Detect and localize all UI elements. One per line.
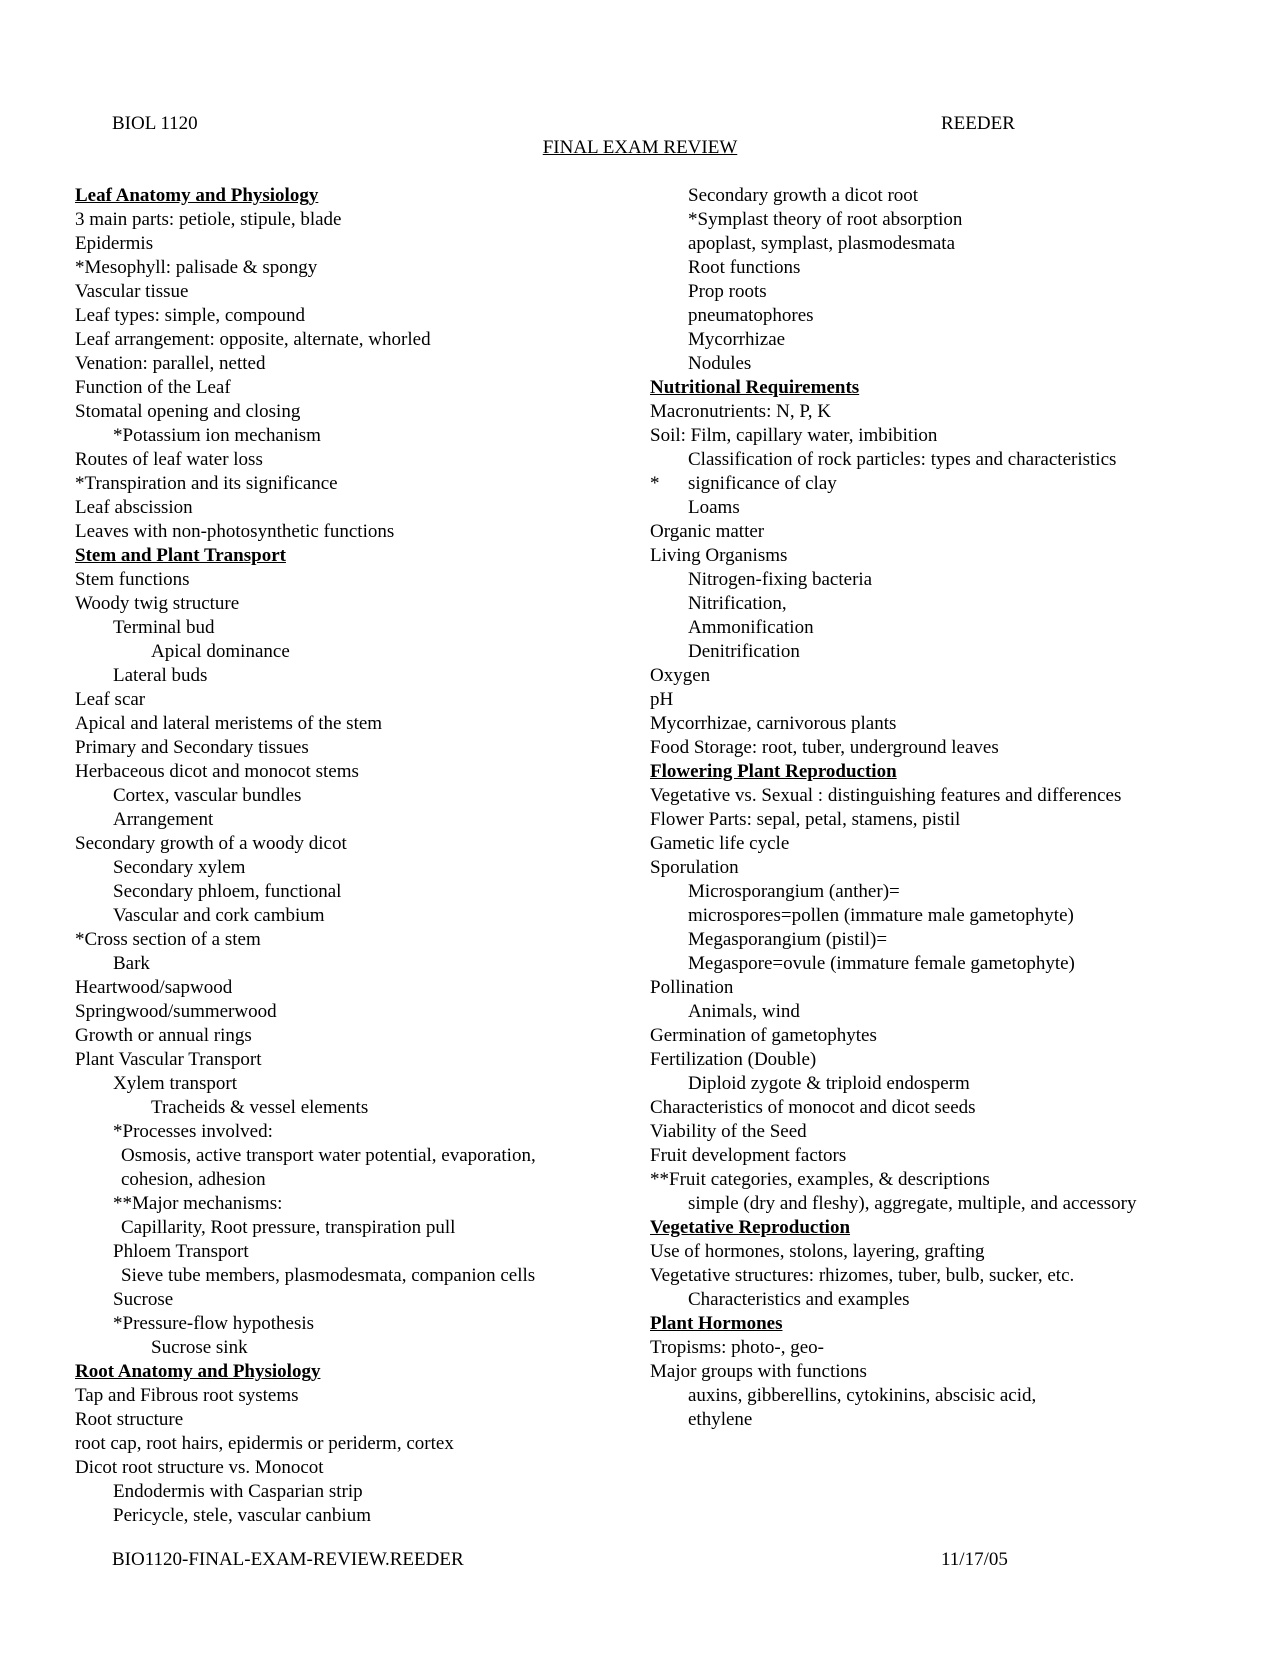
review-item (650, 616, 1136, 640)
review-item-text: cohesion, adhesion (121, 1169, 266, 1190)
review-item-text: Denitrification (688, 641, 800, 662)
review-item-text: Sucrose sink (151, 1337, 248, 1358)
review-item-text: Nutritional Requirements (650, 377, 860, 398)
review-item-text: Diploid zygote & triploid endosperm (688, 1073, 970, 1094)
review-item (650, 808, 1136, 832)
section-heading (650, 1216, 1136, 1240)
review-item-text: microspores=pollen (immature male gametophyte) (688, 905, 1074, 926)
review-item-text: Epidermis (75, 233, 154, 254)
review-item-text: *Pressure-flow hypothesis (113, 1313, 315, 1334)
review-item (650, 448, 1136, 472)
review-item (650, 328, 1136, 352)
review-item (650, 232, 1136, 256)
review-item-text: Primary and Secondary tissues (75, 737, 309, 758)
review-item-text: Fruit development factors (650, 1145, 847, 1166)
review-item (650, 1144, 1136, 1168)
review-item (650, 1240, 1136, 1264)
review-item (75, 304, 536, 328)
review-item (650, 592, 1136, 616)
review-item (75, 496, 536, 520)
review-item-text: Characteristics and examples (688, 1289, 910, 1310)
review-item-text: auxins, gibberellins, cytokinins, abscisic acid, (688, 1385, 1037, 1406)
review-item-text: Viability of the Seed (650, 1121, 807, 1142)
review-item-text: Vegetative Reproduction (650, 1217, 851, 1238)
review-item-text: Woody twig structure (75, 593, 240, 614)
review-item (650, 952, 1136, 976)
review-item-text: Arrangement (113, 809, 214, 830)
review-item-text: Leaves with non-photosynthetic functions (75, 521, 395, 542)
review-item (75, 568, 536, 592)
review-item-text: Endodermis with Casparian strip (113, 1481, 363, 1502)
review-item (650, 640, 1136, 664)
review-item-text: Megasporangium (pistil)= (688, 929, 888, 950)
review-item (75, 1216, 536, 1240)
review-item (75, 448, 536, 472)
review-item (650, 520, 1136, 544)
review-item (650, 256, 1136, 280)
review-item (650, 1096, 1136, 1120)
review-item (75, 1408, 536, 1432)
review-item-text: *Symplast theory of root absorption (688, 209, 963, 230)
section-heading (650, 376, 1136, 400)
review-item-text: Tropisms: photo-, geo- (650, 1337, 825, 1358)
course-code: BIOL 1120 (112, 113, 198, 134)
review-item (650, 400, 1136, 424)
review-item-text: Function of the Leaf (75, 377, 231, 398)
review-item (75, 424, 536, 448)
review-item (650, 1168, 1136, 1192)
review-item-text: Springwood/summerwood (75, 1001, 277, 1022)
review-item-text: **Fruit categories, examples, & descriptions (650, 1169, 990, 1190)
review-item (650, 280, 1136, 304)
review-item (75, 592, 536, 616)
review-item (75, 208, 536, 232)
review-item (650, 1360, 1136, 1384)
review-item-text: pneumatophores (688, 305, 814, 326)
review-item-text: Stem functions (75, 569, 190, 590)
review-item-text: Major groups with functions (650, 1361, 867, 1382)
review-item (650, 1408, 1136, 1432)
review-item-text: Microsporangium (anther)= (688, 881, 900, 902)
review-item (650, 1072, 1136, 1096)
review-item-text: Loams (688, 497, 740, 518)
review-item-text: Stomatal opening and closing (75, 401, 301, 422)
review-item-text: Secondary phloem, functional (113, 881, 342, 902)
review-item (650, 1264, 1136, 1288)
review-item-text: Flowering Plant Reproduction (650, 761, 897, 782)
review-item (75, 1096, 536, 1120)
review-item-text: significance of clay (688, 473, 837, 494)
review-item-text: Routes of leaf water loss (75, 449, 263, 470)
review-item-text: Plant Hormones (650, 1313, 783, 1334)
review-item-text: Animals, wind (688, 1001, 800, 1022)
review-item (75, 328, 536, 352)
review-item (75, 856, 536, 880)
section-heading (650, 1312, 1136, 1336)
review-item (75, 472, 536, 496)
review-item-text: Xylem transport (113, 1073, 238, 1094)
review-item-text: 3 main parts: petiole, stipule, blade (75, 209, 342, 230)
review-item (650, 1288, 1136, 1312)
review-item-text: Oxygen (650, 665, 711, 686)
review-item (75, 1384, 536, 1408)
review-item-text: *Cross section of a stem (75, 929, 261, 950)
review-item-text: Bark (113, 953, 150, 974)
review-item-text: Sieve tube members, plasmodesmata, companion cells (121, 1265, 536, 1286)
review-item (75, 1072, 536, 1096)
review-item-text: Vegetative structures: rhizomes, tuber, bulb, sucker, etc. (650, 1265, 1075, 1286)
review-item-text: Vegetative vs. Sexual : distinguishing features and differences (650, 785, 1122, 806)
section-heading (75, 1360, 536, 1384)
review-item (650, 568, 1136, 592)
review-item-text: Organic matter (650, 521, 765, 542)
review-item (75, 1120, 536, 1144)
review-item-text: simple (dry and fleshy), aggregate, multiple, and accessory (688, 1193, 1137, 1214)
review-item-text: Apical dominance (151, 641, 290, 662)
review-item-text: Fertilization (Double) (650, 1049, 817, 1070)
review-item-text: Leaf types: simple, compound (75, 305, 306, 326)
document-title (0, 136, 1280, 160)
review-item (75, 688, 536, 712)
review-item-text: Capillarity, Root pressure, transpiration pull (121, 1217, 456, 1238)
review-item (75, 712, 536, 736)
review-item-text: Root structure (75, 1409, 184, 1430)
review-item-text: Dicot root structure vs. Monocot (75, 1457, 324, 1478)
right-column (650, 184, 1136, 1432)
review-item-text: Living Organisms (650, 545, 788, 566)
review-item (650, 928, 1136, 952)
review-item (650, 688, 1136, 712)
review-item (75, 1432, 536, 1456)
review-item-text: Growth or annual rings (75, 1025, 252, 1046)
review-item-text: Sucrose (113, 1289, 174, 1310)
review-item (75, 1144, 536, 1168)
review-item (650, 976, 1136, 1000)
review-item (75, 1048, 536, 1072)
review-item (650, 1120, 1136, 1144)
review-item (75, 976, 536, 1000)
review-item-text: Leaf abscission (75, 497, 193, 518)
review-item-text: Nodules (688, 353, 752, 374)
review-item (75, 232, 536, 256)
review-item (650, 1192, 1136, 1216)
review-item-text: Secondary xylem (113, 857, 246, 878)
review-item-text: Pericycle, stele, vascular canbium (113, 1505, 371, 1526)
review-item-text: Macronutrients: N, P, K (650, 401, 832, 422)
review-item-text: Vascular tissue (75, 281, 189, 302)
review-item-text: Terminal bud (113, 617, 215, 638)
review-item-text: Leaf Anatomy and Physiology (75, 185, 319, 206)
review-item (75, 1456, 536, 1480)
review-item (75, 904, 536, 928)
review-item-text: Heartwood/sapwood (75, 977, 233, 998)
review-item (75, 376, 536, 400)
review-item (75, 1504, 536, 1528)
review-item-text: **Major mechanisms: (113, 1193, 283, 1214)
review-item (650, 904, 1136, 928)
review-item-text: Prop roots (688, 281, 767, 302)
review-item (75, 832, 536, 856)
review-item-text: Classification of rock particles: types and characteristics (688, 449, 1117, 470)
review-item-text: Gametic life cycle (650, 833, 790, 854)
review-item-text: root cap, root hairs, epidermis or periderm, cortex (75, 1433, 454, 1454)
review-item (650, 496, 1136, 520)
review-item (650, 712, 1136, 736)
review-item-text: Tap and Fibrous root systems (75, 1385, 299, 1406)
review-item (650, 736, 1136, 760)
review-item (650, 352, 1136, 376)
review-item-text: Use of hormones, stolons, layering, grafting (650, 1241, 985, 1262)
review-item-text: Phloem Transport (113, 1241, 249, 1262)
review-item-text: *Potassium ion mechanism (113, 425, 321, 446)
review-item-text: Root Anatomy and Physiology (75, 1361, 321, 1382)
review-item-text: Tracheids & vessel elements (151, 1097, 369, 1118)
review-item-text: Vascular and cork cambium (113, 905, 325, 926)
review-item-text: Flower Parts: sepal, petal, stamens, pistil (650, 809, 961, 830)
review-item (650, 664, 1136, 688)
review-item (75, 1240, 536, 1264)
review-item (75, 760, 536, 784)
review-item (650, 1048, 1136, 1072)
review-item-text: *Mesophyll: palisade & spongy (75, 257, 318, 278)
review-item-text: Nitrogen-fixing bacteria (688, 569, 873, 590)
review-item-text: Secondary growth of a woody dicot (75, 833, 347, 854)
review-item-text: Megaspore=ovule (immature female gametophyte) (688, 953, 1075, 974)
review-item-text: Osmosis, active transport water potential, evaporation, (121, 1145, 536, 1166)
review-item (75, 1192, 536, 1216)
review-item-text: Venation: parallel, netted (75, 353, 266, 374)
review-item (650, 184, 1136, 208)
review-item-text: Ammonification (688, 617, 814, 638)
footer-date: 11/17/05 (941, 1549, 1008, 1570)
left-column (75, 184, 536, 1528)
review-item-text: Herbaceous dicot and monocot stems (75, 761, 359, 782)
review-item-text: Germination of gametophytes (650, 1025, 877, 1046)
review-item-text: *Transpiration and its significance (75, 473, 338, 494)
review-item-text: Pollination (650, 977, 734, 998)
importance-marker: * (650, 473, 660, 494)
review-item (650, 208, 1136, 232)
review-item (650, 1000, 1136, 1024)
review-item (75, 928, 536, 952)
footer-filename: BIO1120-FINAL-EXAM-REVIEW.REEDER (112, 1549, 464, 1570)
review-item (650, 1336, 1136, 1360)
review-item (650, 544, 1136, 568)
review-item (650, 1384, 1136, 1408)
section-heading (650, 760, 1136, 784)
review-item (75, 280, 536, 304)
review-item (75, 616, 536, 640)
review-item-text: Soil: Film, capillary water, imbibition (650, 425, 938, 446)
review-item (75, 256, 536, 280)
review-item-text: Secondary growth a dicot root (688, 185, 919, 206)
review-item-text: Leaf arrangement: opposite, alternate, whorled (75, 329, 431, 350)
review-item (75, 784, 536, 808)
review-item (75, 880, 536, 904)
review-item (75, 400, 536, 424)
review-item-text: Nitrification, (688, 593, 787, 614)
review-item (650, 784, 1136, 808)
review-item (650, 304, 1136, 328)
review-item-text: ethylene (688, 1409, 753, 1430)
review-item-text: pH (650, 689, 674, 710)
review-item (75, 736, 536, 760)
section-heading (75, 544, 536, 568)
review-item (75, 664, 536, 688)
review-item (75, 1312, 536, 1336)
review-item (75, 640, 536, 664)
review-item-text: apoplast, symplast, plasmodesmata (688, 233, 956, 254)
review-item (650, 472, 1136, 496)
review-item (75, 1336, 536, 1360)
review-item-text: Plant Vascular Transport (75, 1049, 262, 1070)
review-item-text: Stem and Plant Transport (75, 545, 286, 566)
review-item (650, 424, 1136, 448)
review-item-text: Sporulation (650, 857, 739, 878)
review-item-text: Mycorrhizae (688, 329, 786, 350)
review-item (650, 1024, 1136, 1048)
review-item (75, 520, 536, 544)
review-item (75, 1480, 536, 1504)
review-item (75, 952, 536, 976)
review-item (75, 352, 536, 376)
review-item (650, 880, 1136, 904)
review-item-text: Mycorrhizae, carnivorous plants (650, 713, 897, 734)
review-item-text: Root functions (688, 257, 801, 278)
review-item (650, 856, 1136, 880)
review-item-text: Lateral buds (113, 665, 208, 686)
review-item (75, 1024, 536, 1048)
section-heading (75, 184, 536, 208)
review-item (75, 1168, 536, 1192)
review-item-text: Characteristics of monocot and dicot seeds (650, 1097, 976, 1118)
review-item (650, 832, 1136, 856)
instructor-name: REEDER (941, 113, 1015, 134)
review-item (75, 1000, 536, 1024)
review-item-text: Apical and lateral meristems of the stem (75, 713, 383, 734)
review-item (75, 1264, 536, 1288)
review-item-text: Cortex, vascular bundles (113, 785, 302, 806)
review-item (75, 1288, 536, 1312)
document-title-text: FINAL EXAM REVIEW (542, 137, 738, 158)
review-item-text: *Processes involved: (113, 1121, 273, 1142)
review-item (75, 808, 536, 832)
review-item-text: Food Storage: root, tuber, underground leaves (650, 737, 999, 758)
review-item-text: Leaf scar (75, 689, 146, 710)
